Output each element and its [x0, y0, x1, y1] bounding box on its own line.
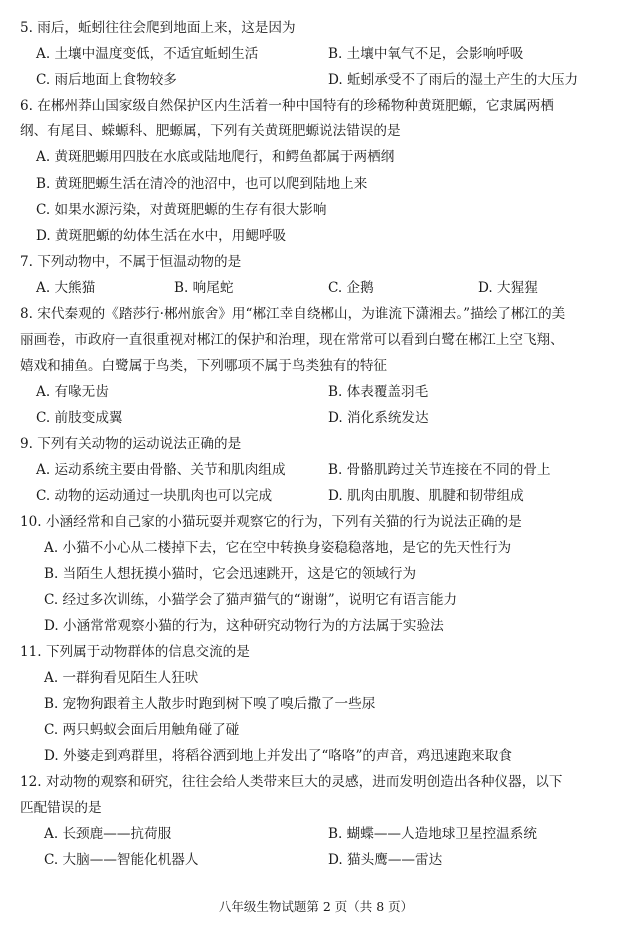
question-12-stem-line-1: 12. 对动物的观察和研究，往往会给人类带来巨大的灵感，进而发明创造出各种仪器，以下 — [20, 774, 563, 790]
question-10-option-a: A. 小猫不小心从二楼掉下去，它在空中转换身姿稳稳落地，是它的先天性行为 — [44, 540, 512, 556]
question-6-option-d: D. 黄斑肥螈的幼体生活在水中，用鳃呼吸 — [36, 228, 287, 244]
question-7-option-c: C. 企鹅 — [328, 280, 374, 296]
question-5-option-b: B. 土壤中氧气不足，会影响呼吸 — [328, 46, 524, 62]
question-5-option-d: D. 蚯蚓承受不了雨后的湿土产生的大压力 — [328, 72, 579, 88]
question-6-stem-line-2: 纲、有尾目、蝾螈科、肥螈属，下列有关黄斑肥螈说法错误的是 — [20, 123, 401, 139]
question-7-option-b: B. 响尾蛇 — [174, 280, 234, 296]
question-8-stem-line-2: 丽画卷，市政府一直很重视对郴江的保护和治理，现在常常可以看到白鹭在郴江上空飞翔、 — [20, 332, 564, 348]
question-10-stem: 10. 小涵经常和自己家的小猫玩耍并观察它的行为，下列有关猫的行为说法正确的是 — [20, 514, 522, 530]
question-6-stem-line-1: 6. 在郴州莽山国家级自然保护区内生活着一种中国特有的珍稀物种黄斑肥螈，它隶属两栖 — [20, 98, 554, 114]
question-5-stem: 5. 雨后，蚯蚓往往会爬到地面上来，这是因为 — [20, 20, 296, 36]
question-5-option-a: A. 土壤中温度变低，不适宜蚯蚓生活 — [36, 46, 259, 62]
question-9-option-b: B. 骨骼肌跨过关节连接在不同的骨上 — [328, 462, 551, 478]
question-10-option-c: C. 经过多次训练，小猫学会了猫声猫气的“谢谢”，说明它有语言能力 — [44, 592, 458, 608]
question-11-option-b: B. 宠物狗跟着主人散步时跑到树下嗅了嗅后撒了一些尿 — [44, 696, 376, 712]
question-7-option-d: D. 大猩猩 — [478, 280, 538, 296]
question-12-option-c: C. 大脑——智能化机器人 — [44, 852, 199, 868]
question-7-stem: 7. 下列动物中，不属于恒温动物的是 — [20, 254, 242, 270]
question-8-stem-line-1: 8. 宋代秦观的《踏莎行·郴州旅舍》用“郴江幸自绕郴山，为谁流下潇湘去。”描绘了郴江的美 — [20, 306, 566, 322]
question-6-option-a: A. 黄斑肥螈用四肢在水底或陆地爬行，和鳄鱼都属于两栖纲 — [36, 149, 395, 165]
question-6-option-b: B. 黄斑肥螈生活在清冷的池沼中，也可以爬到陆地上来 — [36, 176, 368, 192]
question-10-option-b: B. 当陌生人想抚摸小猫时，它会迅速跳开，这是它的领域行为 — [44, 566, 417, 582]
question-9-option-a: A. 运动系统主要由骨骼、关节和肌肉组成 — [36, 462, 286, 478]
question-11-option-c: C. 两只蚂蚁会面后用触角碰了碰 — [44, 722, 240, 738]
question-11-option-d: D. 外婆走到鸡群里，将稻谷洒到地上并发出了“咯咯”的声音，鸡迅速跑来取食 — [44, 748, 512, 764]
question-8-option-b: B. 体表覆盖羽毛 — [328, 384, 429, 400]
question-11-stem: 11. 下列属于动物群体的信息交流的是 — [20, 644, 250, 660]
question-7-option-a: A. 大熊猫 — [36, 280, 96, 296]
page-footer: 八年级生物试题第 2 页（共 8 页） — [218, 899, 414, 914]
question-8-option-d: D. 消化系统发达 — [328, 410, 429, 426]
question-12-option-b: B. 蝴蝶——人造地球卫星控温系统 — [328, 826, 537, 842]
question-11-option-a: A. 一群狗看见陌生人狂吠 — [44, 670, 199, 686]
question-9-option-d: D. 肌肉由肌腹、肌腱和韧带组成 — [328, 488, 524, 504]
question-8-stem-line-3: 嬉戏和捕鱼。白鹭属于鸟类，下列哪项不属于鸟类独有的特征 — [20, 358, 388, 374]
question-9-stem: 9. 下列有关动物的运动说法正确的是 — [20, 436, 242, 452]
question-9-option-c: C. 动物的运动通过一块肌肉也可以完成 — [36, 488, 273, 504]
question-12-stem-line-2: 匹配错误的是 — [20, 800, 102, 816]
question-5-option-c: C. 雨后地面上食物较多 — [36, 72, 177, 88]
question-8-option-a: A. 有喙无齿 — [36, 384, 109, 400]
question-12-option-a: A. 长颈鹿——抗荷服 — [44, 826, 172, 842]
question-8-option-c: C. 前肢变成翼 — [36, 410, 123, 426]
question-12-option-d: D. 猫头鹰——雷达 — [328, 852, 443, 868]
question-6-option-c: C. 如果水源污染，对黄斑肥螈的生存有很大影响 — [36, 202, 327, 218]
question-10-option-d: D. 小涵常常观察小猫的行为，这种研究动物行为的方法属于实验法 — [44, 618, 444, 634]
